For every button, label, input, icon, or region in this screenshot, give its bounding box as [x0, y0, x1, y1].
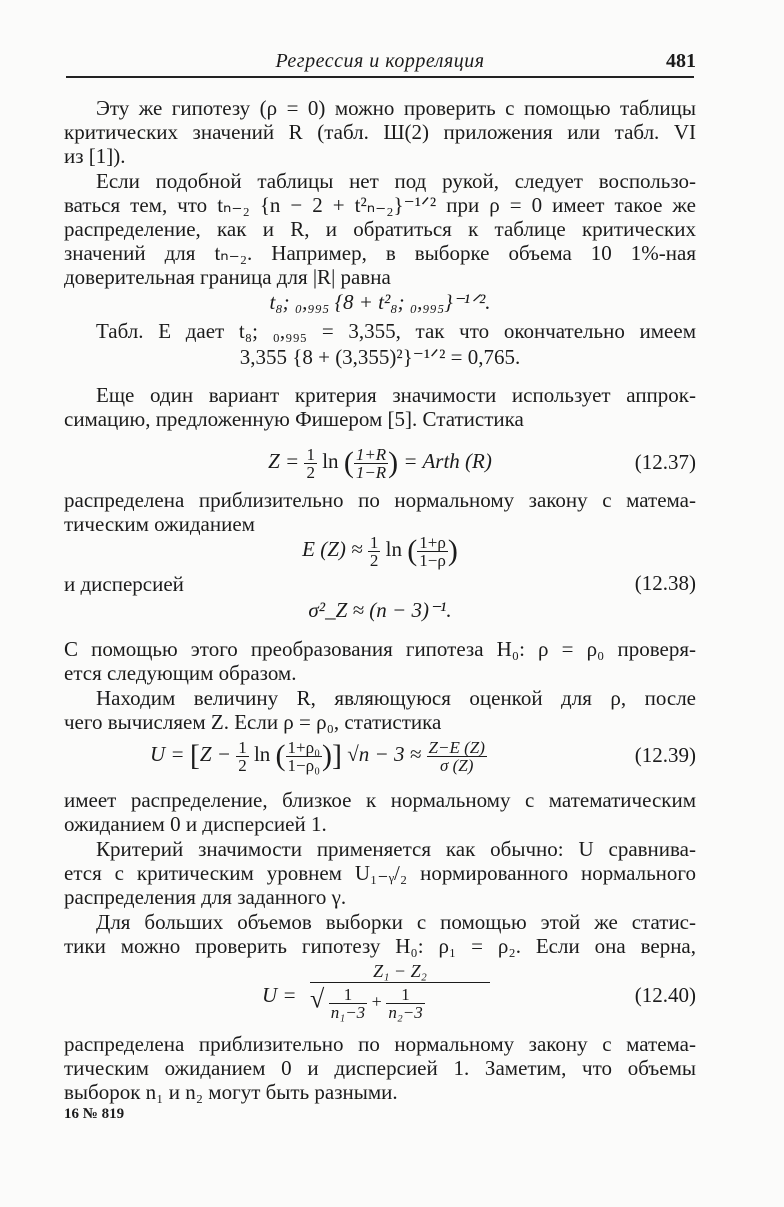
denominator: σ (Z)	[439, 755, 474, 775]
denominator: 2	[306, 462, 315, 482]
text-line: распределена приблизительно по нормальному закону с матема-	[64, 1032, 696, 1056]
text-line: ваться тем, что tₙ₋₂ {n − 2 + t²ₙ₋₂}⁻¹ᐟ² при ρ = 0 имеет такое же	[64, 193, 696, 217]
eq-lhs: Z =	[268, 449, 300, 473]
half-fraction	[236, 739, 249, 774]
numerator: 1+ρ₀	[287, 737, 321, 757]
root-sign: √	[310, 984, 325, 1014]
text-line: распределение, как и R, и обратиться к таблице критических	[64, 217, 696, 241]
text-line: Для больших объемов выборки с помощью этой же статис-	[96, 910, 696, 934]
text-line: ется следующим образом.	[64, 661, 297, 685]
text-line: тическим ожиданием 0 и дисперсией 1. Заметим, что объемы	[64, 1056, 696, 1080]
standardized-fraction	[427, 739, 487, 774]
ln-symbol: ln	[322, 449, 339, 473]
ratio-fraction	[286, 739, 323, 774]
numerator: 1+ρ	[419, 532, 446, 552]
text-line: Еще один вариант критерия значимости использует аппрок-	[96, 383, 696, 407]
text-line: Критерий значимости применяется как обычно: U сравнива-	[96, 837, 696, 861]
formula-line: 3,355 {8 + (3,355)²}⁻¹ᐟ² = 0,765.	[239, 345, 521, 369]
denominator: 1−ρ₀	[287, 755, 321, 775]
numerator: 1	[369, 532, 379, 552]
running-title: Регрессия и корреляция	[275, 50, 485, 72]
eq-z: Z −	[199, 742, 231, 766]
ratio-fraction	[354, 446, 388, 481]
equation-12-38-mean: E (Z) ≈ $\frac{1}{2}$ ln ( $\frac{1+\rho}{1-\rho}$ )	[302, 532, 458, 570]
eq-lhs: E (Z) ≈	[302, 537, 363, 561]
half-fraction	[304, 446, 317, 481]
denominator: 2	[238, 755, 247, 775]
text-line: ется с критическим уровнем U₁₋ᵧ/₂ нормированного нормального	[64, 861, 696, 885]
formula-line: t₈; ₀,₉₉₅ {8 + t²₈; ₀,₉₉₅}⁻¹ᐟ².	[269, 290, 491, 314]
text-line: значений для tₙ₋₂. Например, в выборке объема 10 1%-ная	[64, 241, 696, 265]
text-line: Эту же гипотезу (ρ = 0) можно проверить с помощью таблицы	[96, 96, 696, 120]
eq-lhs: U =	[150, 742, 185, 766]
running-head	[64, 50, 696, 76]
ratio-fraction	[417, 534, 448, 569]
denominator: 2	[369, 550, 379, 570]
equation-12-39: U = [Z − $\frac{1}{2}$ ln ( $\frac{\text{1+ρ₀}}{\text{1−ρ₀}}$ )] √n − 3 ≈ $\frac{Z-E (Z)}{\sigma (Z)}$	[150, 737, 485, 775]
term-a	[329, 986, 367, 1021]
numerator: 1	[386, 986, 424, 1004]
numerator: 1	[306, 444, 315, 464]
eq-lhs: U =	[262, 983, 297, 1007]
text-line: тики можно проверить гипотезу H₀: ρ₁ = ρ₂. Если она верна,	[64, 934, 696, 958]
main-denominator	[310, 986, 490, 1021]
half-fraction	[368, 534, 381, 569]
equation-12-37: Z = $\frac{1}{2}$ ln ( $\frac{1+R}{1-R}$ ) = Arth (R)	[268, 444, 492, 482]
denominator: 1−R	[355, 462, 387, 482]
difference: Z₁ − Z₂	[373, 961, 427, 981]
text-line: имеет распределение, близкое к нормальному с математическим	[64, 788, 696, 812]
text-line: Табл. Е дает t₈; ₀,₉₉₅ = 3,355, так что окончательно имеем	[96, 319, 696, 343]
header-rule	[66, 76, 694, 78]
text-line: ожиданием 0 и дисперсией 1.	[64, 812, 327, 836]
root-term: √n − 3 ≈	[347, 742, 422, 766]
equation-number: (12.40)	[634, 983, 696, 1007]
plus-sign: +	[371, 991, 382, 1012]
term-b	[386, 986, 424, 1021]
numerator: 1+R	[355, 444, 387, 464]
text-line: доверительная граница для |R| равна	[64, 265, 391, 289]
numerator: 1	[329, 986, 367, 1004]
text-line: критических значений R (табл. Ш(2) приложения или табл. VI	[64, 120, 696, 144]
text-line: распределена приблизительно по нормальному закону с матема-	[64, 488, 696, 512]
ln-symbol: ln	[385, 537, 403, 561]
eq-rhs: = Arth (R)	[403, 449, 492, 473]
formula-line: σ²_Z ≈ (n − 3)⁻¹.	[308, 598, 452, 622]
text-line: Если подобной таблицы нет под рукой, следует воспользо-	[96, 169, 696, 193]
denominator: n₁−3	[330, 1003, 366, 1022]
text-line: выборок n₁ и n₂ могут быть разными.	[64, 1080, 398, 1104]
text-line: из [1]).	[64, 144, 126, 168]
main-numerator	[310, 960, 490, 983]
text-line: чего вычисляем Z. Если ρ = ρ₀, статистика	[64, 710, 442, 734]
equation-number: (12.39)	[634, 743, 696, 767]
text-line: Находим величину R, являющуюся оценкой для ρ, после	[96, 686, 696, 710]
text-line: тическим ожиданием	[64, 512, 255, 536]
denominator: 1−ρ	[419, 550, 446, 570]
equation-number: (12.37)	[634, 450, 696, 474]
text-line: симацию, предложенную Фишером [5]. Статистика	[64, 407, 524, 431]
signature-mark: 16 № 819	[64, 1106, 125, 1122]
ln-symbol: ln	[253, 742, 271, 766]
numerator: 1	[238, 737, 247, 757]
denominator: n₂−3	[388, 1003, 423, 1022]
equation-number: (12.38)	[634, 571, 696, 595]
text-line: С помощью этого преобразования гипотеза H₀: ρ = ρ₀ проверя-	[64, 637, 696, 661]
text-line: распределения для заданного γ.	[64, 885, 347, 909]
page-number: 481	[666, 50, 696, 72]
equation-12-40	[262, 960, 522, 1030]
text-line: и дисперсией	[64, 572, 184, 596]
numerator: Z−E (Z)	[428, 737, 485, 757]
